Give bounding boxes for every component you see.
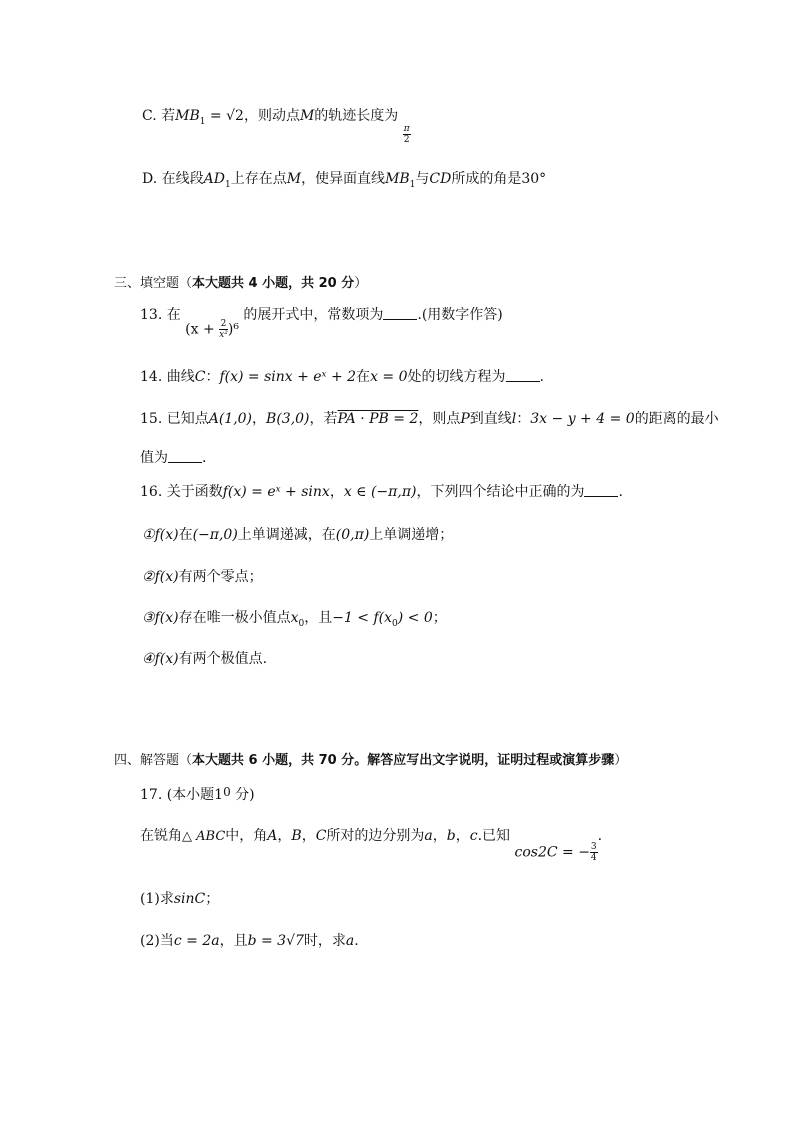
question-17-part-2: (2)当c = 2a，且b = 3√7时，求a.: [140, 933, 359, 949]
answer-blank[interactable]: [168, 450, 202, 463]
question-16: 16. 关于函数f(x) = eˣ + sinx，x ∈ (−π,π)，下列四个结论中正确的为 .: [140, 484, 623, 500]
q16-statement-1: ①f(x)在(−π,0)上单调递减，在(0,π)上单调递增；: [142, 527, 454, 543]
q16-statement-2: ②f(x)有两个零点；: [142, 569, 263, 585]
question-17-part-1: (1)求sinC；: [140, 891, 220, 907]
answer-blank[interactable]: [383, 307, 417, 320]
answer-blank[interactable]: [584, 484, 618, 497]
q13-expression: (x + $\frac{2}{\text{x²}}$ )⁶: [185, 318, 239, 340]
question-17-header: 17. (本小题10 分): [140, 785, 255, 803]
option-c: C. 若$MB_1 = √2$，则动点M的轨迹长度为 $\frac{\pi}{2}$: [142, 108, 410, 145]
section-3-heading: 三、填空题（本大题共 4 小题，共 20 分）: [114, 276, 368, 291]
fraction-pi-over-2: $\frac{\pi}{2}$: [403, 124, 410, 145]
question-13: 13. 在 (x + $\frac{2}{\text{x²}}$ )⁶ 的展开式中，常数项为 .(用数字作答): [140, 307, 503, 340]
question-14: 14. 曲线C：f(x) = sinx + eˣ + 2在x = 0处的切线方程为 .: [140, 369, 544, 385]
question-15-cont: 值为 .: [140, 450, 207, 466]
cos2c-expression: cos2C = − $\frac{3}{4}$: [514, 841, 597, 863]
answer-blank[interactable]: [506, 369, 540, 382]
question-17-stem: 在锐角△ ABC中，角A，B，C所对的边分别为a，b，c.已知 cos2C = − $\frac{3}{4}$ .: [140, 828, 603, 863]
question-15: 15. 已知点A(1,0)，B(3,0)，若PA · PB = 2，则点P到直线l：3x − y + 4 = 0的距离的最小: [140, 411, 719, 427]
option-d: D. 在线段$AD_1$上存在点M，使异面直线$MB_1$与CD所成的角是30°: [142, 171, 547, 190]
q16-statement-4: ④f(x)有两个极值点.: [142, 651, 268, 667]
q16-statement-3: ③f(x)存在唯一极小值点$x_0$，且$-1 < f(x_0) < 0$；: [142, 610, 447, 629]
section-4-heading: 四、解答题（本大题共 6 小题，共 70 分。解答应写出文字说明，证明过程或演算步骤）: [114, 753, 628, 768]
